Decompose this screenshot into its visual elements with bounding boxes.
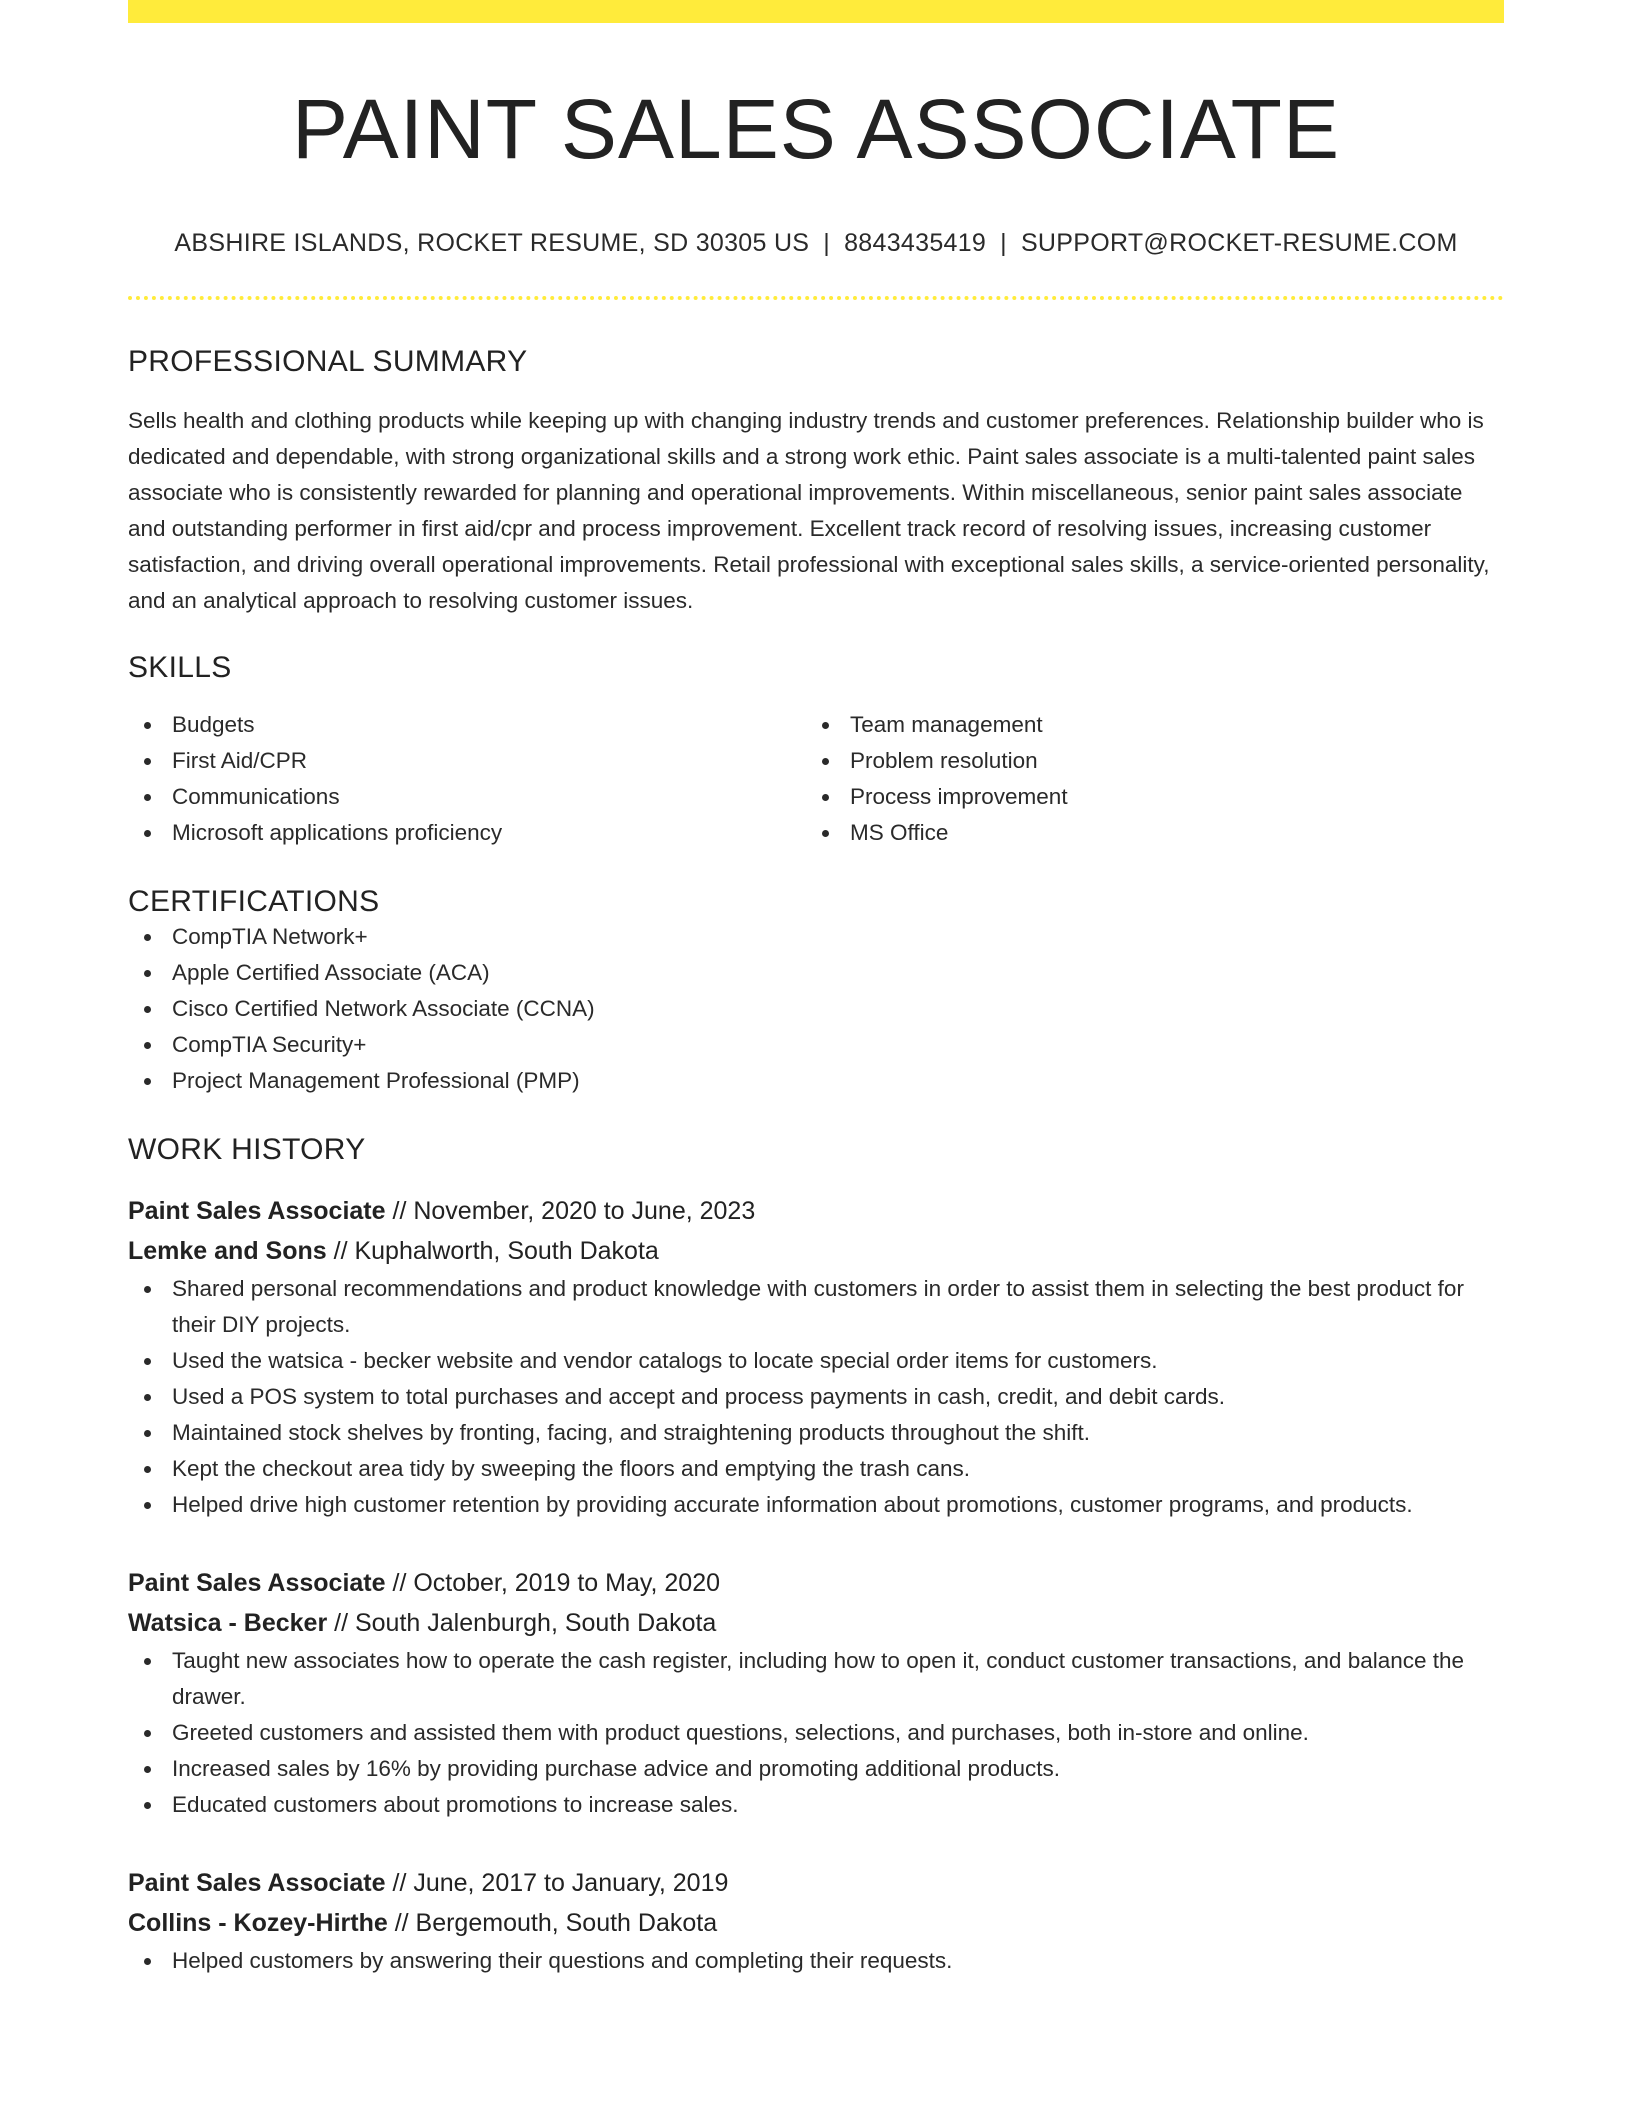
bullet-icon — [822, 758, 829, 765]
contact-line — [128, 229, 1504, 258]
job-company: Lemke and Sons — [128, 1237, 327, 1266]
job-location: // South Jalenburgh, South Dakota — [327, 1609, 717, 1638]
skill-label: First Aid/CPR — [172, 748, 308, 774]
bullet-icon — [144, 1958, 151, 1965]
job-entry — [128, 1863, 1504, 1979]
job-duty-item — [128, 1451, 1504, 1487]
bullet-icon — [144, 1730, 151, 1737]
job-duty-text: Helped drive high customer retention by providing accurate information about promotions, customer programs, and products. — [172, 1492, 1413, 1518]
resume-title: PAINT SALES ASSOCIATE — [291, 82, 1341, 176]
contact-separator: | — [1000, 229, 1007, 258]
certification-label: Apple Certified Associate (ACA) — [172, 960, 490, 986]
job-duties-list — [128, 1271, 1504, 1523]
skill-label: MS Office — [850, 820, 949, 846]
job-duty-text: Increased sales by 16% by providing purchase advice and promoting additional products. — [172, 1756, 1061, 1782]
job-entry — [128, 1563, 1504, 1823]
job-company: Watsica - Becker — [128, 1609, 328, 1638]
certifications-section — [128, 885, 1504, 1099]
certifications-list — [128, 919, 1504, 1099]
section-heading-skills: SKILLS — [128, 651, 232, 685]
contact-phone: 8843435419 — [844, 229, 987, 258]
bullet-icon — [144, 1394, 151, 1401]
bullet-icon — [822, 722, 829, 729]
summary-text: Sells health and clothing products while keeping up with changing industry trends and customer preferences. Relationship builder who is dedicated and dependable, with strong organizational skills and a strong work ethic. Paint sales associate is a multi-talented paint sales associate who is consistently rewarded for planning and operational improvements. Within miscellaneous, senior paint sales associate and outstanding performer in first aid/cpr and process improvement. Excellent track record of resolving issues, increasing customer satisfaction, and driving overall operational improvements. Retail professional with exceptional sales skills, a service-oriented personality, and an analytical approach to resolving customer issues. — [128, 408, 1490, 614]
job-dates: // June, 2017 to January, 2019 — [385, 1869, 729, 1898]
skills-column-right — [806, 707, 1484, 851]
bullet-icon — [144, 1502, 151, 1509]
job-company-line — [128, 1903, 1504, 1943]
job-duty-item — [128, 1415, 1504, 1451]
resume-page — [128, 0, 1504, 1979]
bullet-icon — [144, 1358, 151, 1365]
skill-item — [806, 779, 1484, 815]
job-duty-item — [128, 1343, 1504, 1379]
bullet-icon — [822, 830, 829, 837]
skill-label: Communications — [172, 784, 340, 810]
job-dates: // October, 2019 to May, 2020 — [385, 1569, 721, 1598]
job-role-line — [128, 1563, 1504, 1603]
job-company-line — [128, 1603, 1504, 1643]
certification-label: CompTIA Network+ — [172, 924, 368, 950]
job-duty-item — [128, 1487, 1504, 1523]
skill-item — [128, 707, 806, 743]
skill-item — [806, 707, 1484, 743]
skill-item — [806, 815, 1484, 851]
bullet-icon — [144, 1466, 151, 1473]
section-heading-summary: PROFESSIONAL SUMMARY — [128, 345, 528, 379]
job-duty-text: Taught new associates how to operate the cash register, including how to open it, conduct customer transactions, and balance the drawer. — [172, 1648, 1465, 1710]
skills-column-left — [128, 707, 806, 851]
job-duty-text: Helped customers by answering their questions and completing their requests. — [172, 1948, 953, 1974]
work-history-section — [128, 1133, 1504, 1979]
job-duty-item — [128, 1715, 1504, 1751]
job-duty-item — [128, 1643, 1504, 1715]
certification-item — [128, 1063, 1504, 1099]
skill-label: Problem resolution — [850, 748, 1038, 774]
section-heading-work-history: WORK HISTORY — [128, 1133, 366, 1167]
job-duty-item — [128, 1787, 1504, 1823]
skill-item — [806, 743, 1484, 779]
accent-top-bar — [128, 0, 1504, 23]
bullet-icon — [144, 1006, 151, 1013]
job-duty-item — [128, 1271, 1504, 1343]
job-duty-item — [128, 1379, 1504, 1415]
job-company-line — [128, 1231, 1504, 1271]
bullet-icon — [822, 794, 829, 801]
contact-email: SUPPORT@ROCKET-RESUME.COM — [1020, 229, 1458, 258]
job-role: Paint Sales Associate — [128, 1569, 386, 1598]
bullet-icon — [144, 758, 151, 765]
job-location: // Bergemouth, South Dakota — [387, 1909, 718, 1938]
skills-section — [128, 651, 1504, 851]
skills-grid — [128, 707, 1504, 851]
certification-item — [128, 1027, 1504, 1063]
job-duty-item — [128, 1943, 1504, 1979]
skill-label: Process improvement — [850, 784, 1068, 810]
certification-label: CompTIA Security+ — [172, 1032, 367, 1058]
job-duty-item — [128, 1751, 1504, 1787]
job-role: Paint Sales Associate — [128, 1869, 386, 1898]
certification-label: Cisco Certified Network Associate (CCNA) — [172, 996, 595, 1022]
job-duty-text: Greeted customers and assisted them with product questions, selections, and purchases, both in-store and online. — [172, 1720, 1309, 1746]
certification-item — [128, 955, 1504, 991]
skill-label: Microsoft applications proficiency — [172, 820, 503, 846]
bullet-icon — [144, 934, 151, 941]
skill-item — [128, 743, 806, 779]
skills-list-right — [806, 707, 1484, 851]
job-role: Paint Sales Associate — [128, 1197, 386, 1226]
skills-list-left — [128, 707, 806, 851]
job-duties-list — [128, 1943, 1504, 1979]
certification-label: Project Management Professional (PMP) — [172, 1068, 580, 1094]
job-duties-list — [128, 1643, 1504, 1823]
job-duty-text: Used the watsica - becker website and vendor catalogs to locate special order items for customers. — [172, 1348, 1158, 1374]
bullet-icon — [144, 830, 151, 837]
job-duty-text: Kept the checkout area tidy by sweeping the floors and emptying the trash cans. — [172, 1456, 970, 1482]
certification-item — [128, 919, 1504, 955]
bullet-icon — [144, 794, 151, 801]
skill-label: Team management — [850, 712, 1043, 738]
job-duty-text: Maintained stock shelves by fronting, facing, and straightening products throughout the shift. — [172, 1420, 1091, 1446]
bullet-icon — [144, 1658, 151, 1665]
job-duty-text: Shared personal recommendations and product knowledge with customers in order to assist them in selecting the best product for their DIY projects. — [172, 1276, 1464, 1338]
job-duty-text: Used a POS system to total purchases and accept and process payments in cash, credit, and debit cards. — [172, 1384, 1226, 1410]
bullet-icon — [144, 1802, 151, 1809]
dotted-divider — [128, 296, 1504, 300]
bullet-icon — [144, 1078, 151, 1085]
bullet-icon — [144, 1766, 151, 1773]
certification-item — [128, 991, 1504, 1027]
bullet-icon — [144, 970, 151, 977]
bullet-icon — [144, 1042, 151, 1049]
skill-item — [128, 815, 806, 851]
skill-item — [128, 779, 806, 815]
job-role-line — [128, 1191, 1504, 1231]
job-entry — [128, 1191, 1504, 1523]
job-location: // Kuphalworth, South Dakota — [326, 1237, 659, 1266]
section-heading-certifications: CERTIFICATIONS — [128, 885, 380, 919]
contact-separator: | — [823, 229, 831, 258]
skill-label: Budgets — [172, 712, 255, 738]
bullet-icon — [144, 722, 151, 729]
job-company: Collins - Kozey-Hirthe — [128, 1909, 388, 1938]
summary-section — [128, 345, 1504, 619]
contact-address: ABSHIRE ISLANDS, ROCKET RESUME, SD 30305 US — [174, 229, 810, 258]
bullet-icon — [144, 1286, 151, 1293]
job-role-line — [128, 1863, 1504, 1903]
job-duty-text: Educated customers about promotions to increase sales. — [172, 1792, 739, 1818]
bullet-icon — [144, 1430, 151, 1437]
job-dates: // November, 2020 to June, 2023 — [385, 1197, 756, 1226]
